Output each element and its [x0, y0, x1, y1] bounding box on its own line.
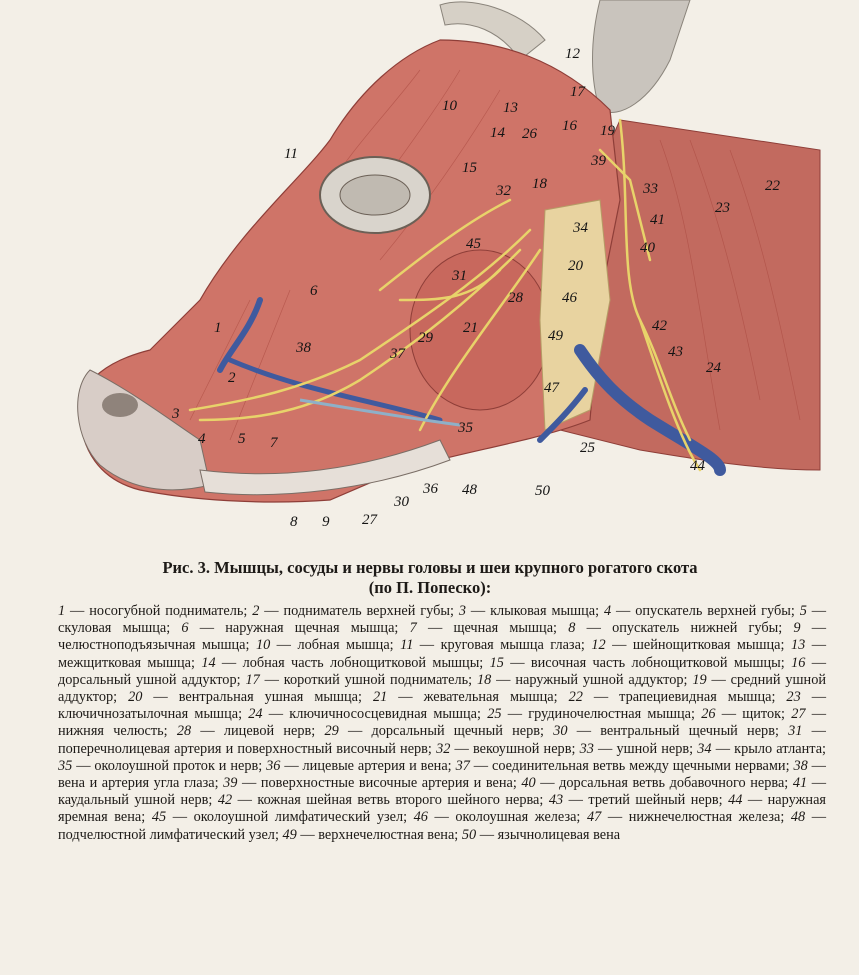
- legend-text: грудиночелюстная мышца;: [528, 706, 695, 723]
- label-18: 18: [532, 176, 547, 192]
- legend-item: 6 — наружная щечная мышца;: [181, 620, 399, 637]
- label-37: 37: [390, 346, 405, 362]
- legend-item: 43 — третий шейный нерв;: [548, 792, 723, 809]
- legend-text: вентральный щечный нерв;: [600, 723, 779, 740]
- label-16: 16: [562, 118, 577, 134]
- legend-text: околоушной лимфатический узел;: [193, 809, 408, 826]
- legend-number: 22: [568, 689, 583, 706]
- legend-item: 33 — ушной нерв;: [579, 740, 694, 757]
- legend-text: ключичнозатылочная мышца;: [58, 706, 243, 723]
- legend-item: 8 — опускатель нижней губы;: [568, 620, 783, 637]
- label-40: 40: [640, 240, 655, 256]
- legend-item: 40 — дорсальная ветвь добавочного нерва;: [521, 775, 789, 792]
- legend-number: 10: [255, 637, 271, 654]
- label-2: 2: [228, 370, 236, 386]
- legend-text: каудальный ушной нерв;: [58, 792, 213, 809]
- legend-text: наружная щечная мышца;: [225, 620, 399, 637]
- legend-number: 19: [692, 671, 707, 688]
- legend-number: 50: [461, 826, 477, 843]
- label-46: 46: [562, 290, 577, 306]
- label-27: 27: [362, 512, 377, 528]
- legend-text: наружная яремная вена;: [58, 792, 827, 826]
- legend-text: нижняя челюсть;: [58, 723, 168, 740]
- label-34: 34: [573, 220, 588, 236]
- legend-item: 36 — лицевые артерия и вена;: [266, 757, 452, 774]
- legend-number: 23: [786, 689, 801, 706]
- legend-text: круговая мышца глаза;: [440, 637, 585, 654]
- legend-item: 26 — щиток;: [701, 706, 786, 723]
- legend-item: 38 — вена и артерия угла глаза;: [58, 757, 826, 792]
- label-19: 19: [600, 123, 615, 139]
- legend-item: 48 — подчелюстной лимфатический узел;: [58, 809, 827, 843]
- label-20: 20: [568, 258, 583, 274]
- legend-item: 14 — лобная часть лобнощитковой мышцы;: [201, 654, 484, 671]
- legend-item: 29 — дорсальный щечный нерв;: [324, 723, 544, 740]
- legend-item: 37 — соединительная ветвь между щечными нервами;: [455, 757, 790, 774]
- legend-text: подниматель верхней губы;: [283, 603, 454, 619]
- legend-text: околоушная железа;: [455, 809, 581, 826]
- legend-text: вентральная ушная мышца;: [178, 689, 362, 706]
- legend-number: 46: [413, 809, 428, 826]
- legend-text: соединительная ветвь между щечными нервами;: [491, 757, 790, 774]
- legend-text: трапециевидная мышца;: [619, 689, 776, 706]
- legend-number: 7: [409, 620, 417, 637]
- legend-text: ключичнососцевидная мышца;: [289, 706, 481, 723]
- label-32: 32: [496, 183, 511, 199]
- label-26: 26: [522, 126, 537, 142]
- legend-text: дорсальный ушной аддуктор;: [58, 671, 241, 688]
- label-35: 35: [458, 420, 473, 436]
- legend-item: 13 — межщитковая мышца;: [58, 637, 827, 671]
- legend-number: 11: [400, 637, 414, 654]
- label-17: 17: [570, 84, 585, 100]
- label-15: 15: [462, 160, 477, 176]
- figure-legend: [58, 603, 826, 844]
- legend-number: 47: [587, 809, 602, 826]
- legend-item: 42 — кожная шейная ветвь второго шейного нерва;: [217, 792, 544, 809]
- legend-item: 34 — крыло атланта;: [697, 740, 827, 757]
- label-14: 14: [490, 125, 505, 141]
- legend-text: поверхностные височные артерия и вена;: [260, 775, 517, 792]
- legend-text: язычнолицевая вена: [497, 826, 621, 843]
- label-28: 28: [508, 290, 523, 306]
- legend-text: лицевой нерв;: [223, 723, 316, 740]
- legend-number: 30: [553, 723, 568, 740]
- legend-number: 2: [252, 603, 260, 619]
- label-50: 50: [535, 483, 550, 499]
- label-7: 7: [270, 435, 278, 451]
- legend-text: опускатель верхней губы;: [635, 603, 795, 619]
- legend-item: 2 — подниматель верхней губы;: [252, 603, 454, 619]
- legend-text: поперечнолицевая артерия и поверхностный височный нерв;: [58, 740, 432, 757]
- legend-text: верхнечелюстная вена;: [318, 826, 459, 843]
- legend-item: 35 — околоушной проток и нерв;: [58, 757, 263, 774]
- label-6: 6: [310, 283, 318, 299]
- legend-item: 44 — наружная яремная вена;: [58, 792, 827, 826]
- legend-number: 31: [788, 723, 803, 740]
- legend-item: 15 — височная часть лобнощитковой мышцы;: [489, 654, 785, 671]
- legend-item: 41 — каудальный ушной нерв;: [58, 775, 827, 809]
- legend-item: 45 — околоушной лимфатический узел;: [151, 809, 408, 826]
- legend-text: скуловая мышца;: [58, 620, 171, 637]
- legend-item: 9 — челюстноподъязычная мышца;: [58, 620, 827, 654]
- legend-text: крыло атланта;: [734, 740, 827, 757]
- figure-caption: [40, 558, 820, 598]
- legend-number: 9: [793, 620, 801, 637]
- label-3: 3: [172, 406, 180, 422]
- legend-number: 18: [477, 671, 492, 688]
- label-4: 4: [198, 431, 206, 447]
- legend-number: 28: [176, 723, 192, 740]
- legend-text: лобная мышца;: [297, 637, 394, 654]
- legend-text: кожная шейная ветвь второго шейного нерва;: [257, 792, 544, 809]
- legend-item: 39 — поверхностные височные артерия и вена;: [223, 775, 517, 792]
- label-39: 39: [591, 153, 606, 169]
- label-36: 36: [423, 481, 438, 497]
- legend-number: 34: [697, 740, 712, 757]
- legend-number: 14: [201, 654, 216, 671]
- legend-item: 10 — лобная мышца;: [255, 637, 394, 654]
- legend-text: подчелюстной лимфатический узел;: [58, 826, 279, 843]
- legend-text: опускатель нижней губы;: [612, 620, 783, 637]
- legend-text: околоушной проток и нерв;: [94, 757, 263, 774]
- legend-number: 6: [181, 620, 189, 637]
- nostril: [102, 393, 138, 417]
- label-24: 24: [706, 360, 721, 376]
- legend-item: 28 — лицевой нерв;: [176, 723, 316, 740]
- label-5: 5: [238, 431, 246, 447]
- legend-number: 36: [266, 757, 281, 774]
- caption-line-1: Рис. 3. Мышцы, сосуды и нервы головы и шеи крупного рогатого скота: [162, 558, 698, 577]
- legend-item: 17 — короткий ушной подниматель;: [245, 671, 473, 688]
- legend-text: дорсальный щечный нерв;: [371, 723, 544, 740]
- legend-text: наружный ушной аддуктор;: [515, 671, 688, 688]
- legend-number: 37: [455, 757, 470, 774]
- label-49: 49: [548, 328, 563, 344]
- legend-text: векоушной нерв;: [472, 740, 576, 757]
- legend-item: 4 — опускатель верхней губы;: [603, 603, 795, 619]
- legend-number: 15: [489, 654, 504, 671]
- label-1: 1: [214, 320, 222, 336]
- legend-text: клыковая мышца;: [490, 603, 600, 619]
- legend-number: 3: [458, 603, 467, 619]
- legend-number: 16: [791, 654, 806, 671]
- legend-text: нижнечелюстная железа;: [628, 809, 785, 826]
- label-45: 45: [466, 236, 481, 252]
- legend-number: 13: [790, 637, 806, 654]
- legend-number: 20: [128, 689, 143, 706]
- legend-item: 47 — нижнечелюстная железа;: [587, 809, 785, 826]
- label-31: 31: [452, 268, 467, 284]
- legend-number: 12: [591, 637, 606, 654]
- legend-text: лобная часть лобнощитковой мышцы;: [242, 654, 484, 671]
- legend-number: 21: [373, 689, 388, 706]
- legend-number: 1: [58, 603, 66, 619]
- label-25: 25: [580, 440, 595, 456]
- legend-number: 5: [799, 603, 807, 619]
- legend-item: 1 — носогубной подниматель;: [58, 603, 248, 619]
- legend-text: вена и артерия угла глаза;: [58, 775, 219, 792]
- label-48: 48: [462, 482, 477, 498]
- legend-number: 26: [701, 706, 716, 723]
- legend-number: 4: [603, 603, 612, 619]
- legend-text: средний ушной аддуктор;: [58, 671, 826, 706]
- label-38: 38: [296, 340, 311, 356]
- legend-text: носогубной подниматель;: [89, 603, 248, 619]
- legend-number: 43: [548, 792, 564, 809]
- legend-number: 25: [487, 706, 502, 723]
- legend-item: 24 — ключичнососцевидная мышца;: [248, 706, 481, 723]
- legend-item: 19 — средний ушной аддуктор;: [58, 671, 826, 706]
- legend-text: лицевые артерия и вена;: [302, 757, 452, 774]
- label-8: 8: [290, 514, 298, 530]
- ear: [593, 0, 691, 113]
- legend-item: 23 — ключичнозатылочная мышца;: [58, 689, 827, 723]
- legend-number: 27: [791, 706, 806, 723]
- label-11: 11: [284, 146, 298, 162]
- legend-number: 8: [568, 620, 576, 637]
- label-21: 21: [463, 320, 478, 336]
- legend-number: 41: [792, 775, 808, 792]
- legend-item: 7 — щечная мышца;: [409, 620, 558, 637]
- label-43: 43: [668, 344, 683, 360]
- legend-number: 40: [521, 775, 536, 792]
- legend-text: челюстноподъязычная мышца;: [58, 637, 250, 654]
- legend-number: 49: [282, 826, 297, 843]
- eye: [340, 175, 410, 215]
- legend-item: 20 — вентральная ушная мышца;: [128, 689, 362, 706]
- legend-item: 11 — круговая мышца глаза;: [400, 637, 585, 654]
- legend-number: 17: [245, 671, 260, 688]
- legend-number: 45: [151, 809, 167, 826]
- label-29: 29: [418, 330, 433, 346]
- legend-number: 48: [790, 809, 806, 826]
- caption-line-2: (по П. Попеско):: [368, 578, 492, 597]
- legend-text: ушной нерв;: [616, 740, 694, 757]
- legend-item: 32 — векоушной нерв;: [436, 740, 576, 757]
- legend-text: короткий ушной подниматель;: [283, 671, 473, 688]
- legend-item: 50 — язычнолицевая вена: [461, 826, 621, 843]
- legend-number: 24: [248, 706, 263, 723]
- legend-item: 46 — околоушная железа;: [413, 809, 581, 826]
- legend-text: височная часть лобнощитковой мышцы;: [530, 654, 785, 671]
- legend-text: дорсальная ветвь добавочного нерва;: [559, 775, 789, 792]
- legend-text: щечная мышца;: [453, 620, 558, 637]
- label-44: 44: [690, 458, 705, 474]
- legend-item: 5 — скуловая мышца;: [58, 603, 827, 637]
- label-23: 23: [715, 200, 730, 216]
- legend-text: межщитковая мышца;: [58, 654, 195, 671]
- label-12: 12: [565, 46, 580, 62]
- label-9: 9: [322, 514, 330, 530]
- legend-number: 33: [579, 740, 594, 757]
- legend-number: 42: [217, 792, 233, 809]
- label-13: 13: [503, 100, 518, 116]
- legend-number: 39: [223, 775, 238, 792]
- legend-item: 3 — клыковая мышца;: [458, 603, 600, 619]
- legend-text: щиток;: [742, 706, 786, 723]
- legend-number: 38: [793, 757, 808, 774]
- legend-text: третий шейный нерв;: [588, 792, 723, 809]
- legend-item: 22 — трапециевидная мышца;: [568, 689, 776, 706]
- legend-number: 44: [728, 792, 743, 809]
- label-22: 22: [765, 178, 780, 194]
- legend-item: 18 — наружный ушной аддуктор;: [477, 671, 688, 688]
- legend-text: жевательная мышца;: [423, 689, 558, 706]
- legend-item: 31 — поперечнолицевая артерия и поверхностный височный нерв;: [58, 723, 826, 757]
- legend-text: шейнощитковая мышца;: [632, 637, 785, 654]
- legend-item: 27 — нижняя челюсть;: [58, 706, 827, 740]
- legend-number: 29: [324, 723, 339, 740]
- legend-number: 35: [58, 757, 73, 774]
- label-42: 42: [652, 318, 667, 334]
- label-30: 30: [394, 494, 409, 510]
- legend-item: 30 — вентральный щечный нерв;: [553, 723, 779, 740]
- label-33: 33: [643, 181, 658, 197]
- legend-number: 32: [436, 740, 451, 757]
- label-47: 47: [544, 380, 559, 396]
- label-10: 10: [442, 98, 457, 114]
- label-41: 41: [650, 212, 665, 228]
- legend-item: 25 — грудиночелюстная мышца;: [487, 706, 695, 723]
- legend-item: 16 — дорсальный ушной аддуктор;: [58, 654, 827, 688]
- legend-item: 12 — шейнощитковая мышца;: [591, 637, 785, 654]
- legend-item: 49 — верхнечелюстная вена;: [282, 826, 459, 843]
- legend-item: 21 — жевательная мышца;: [373, 689, 558, 706]
